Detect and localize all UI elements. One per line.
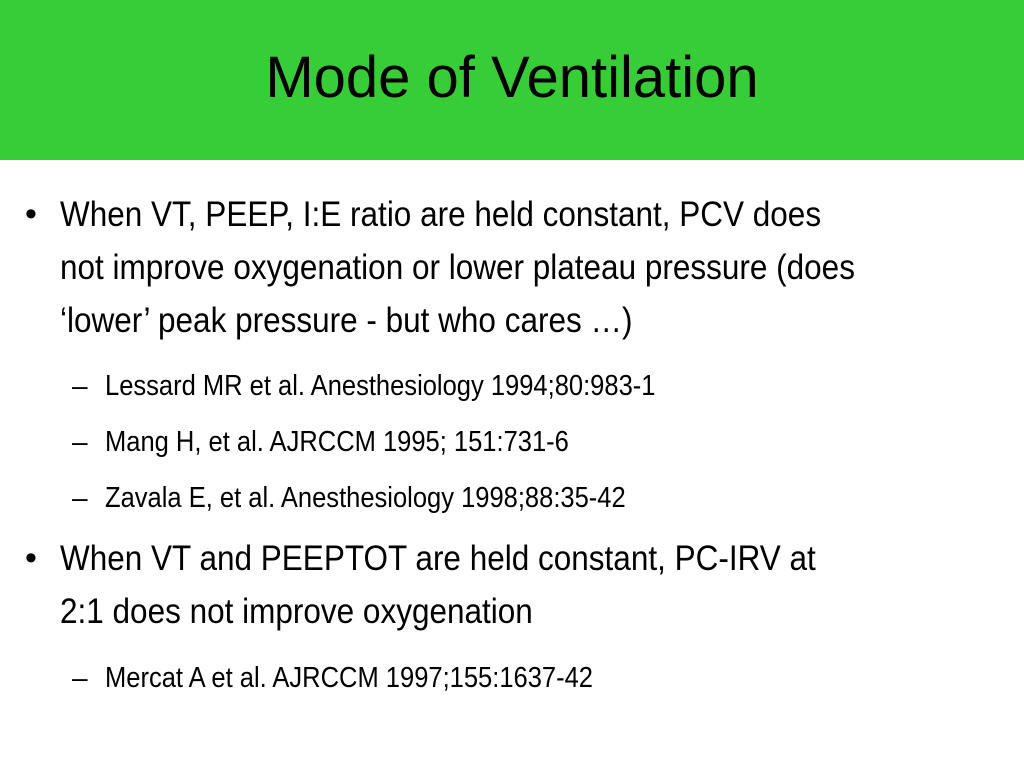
slide-content: [0, 160, 1024, 768]
sub-bullet-marker: –: [72, 482, 88, 513]
bullet-marker: •: [25, 539, 37, 577]
citation-text: Mercat A et al. AJRCCM 1997;155:1637-42: [105, 662, 594, 694]
sub-bullet-marker: –: [72, 426, 88, 457]
citation-text: Lessard MR et al. Anesthesiology 1994;80:983-1: [105, 370, 656, 402]
sub-bullet-marker: –: [72, 662, 88, 693]
bullet-text-line: not improve oxygenation or lower plateau pressure (does: [60, 248, 855, 287]
citation-text: Zavala E, et al. Anesthesiology 1998;88:35-42: [105, 482, 626, 514]
title-band: [0, 0, 1024, 160]
bullet-text-line: 2:1 does not improve oxygenation: [60, 592, 533, 631]
bullet-text-line: ‘lower’ peak pressure - but who cares …): [60, 301, 633, 340]
bullet-text-line: When VT, PEEP, I:E ratio are held constant, PCV does: [60, 195, 822, 234]
citation-text: Mang H, et al. AJRCCM 1995; 151:731-6: [105, 426, 569, 458]
bullet-text-line: When VT and PEEPTOT are held constant, PC-IRV at: [60, 539, 816, 578]
bullet-marker: •: [25, 195, 37, 233]
slide-title: Mode of Ventilation: [265, 44, 759, 110]
sub-bullet-marker: –: [72, 370, 88, 401]
